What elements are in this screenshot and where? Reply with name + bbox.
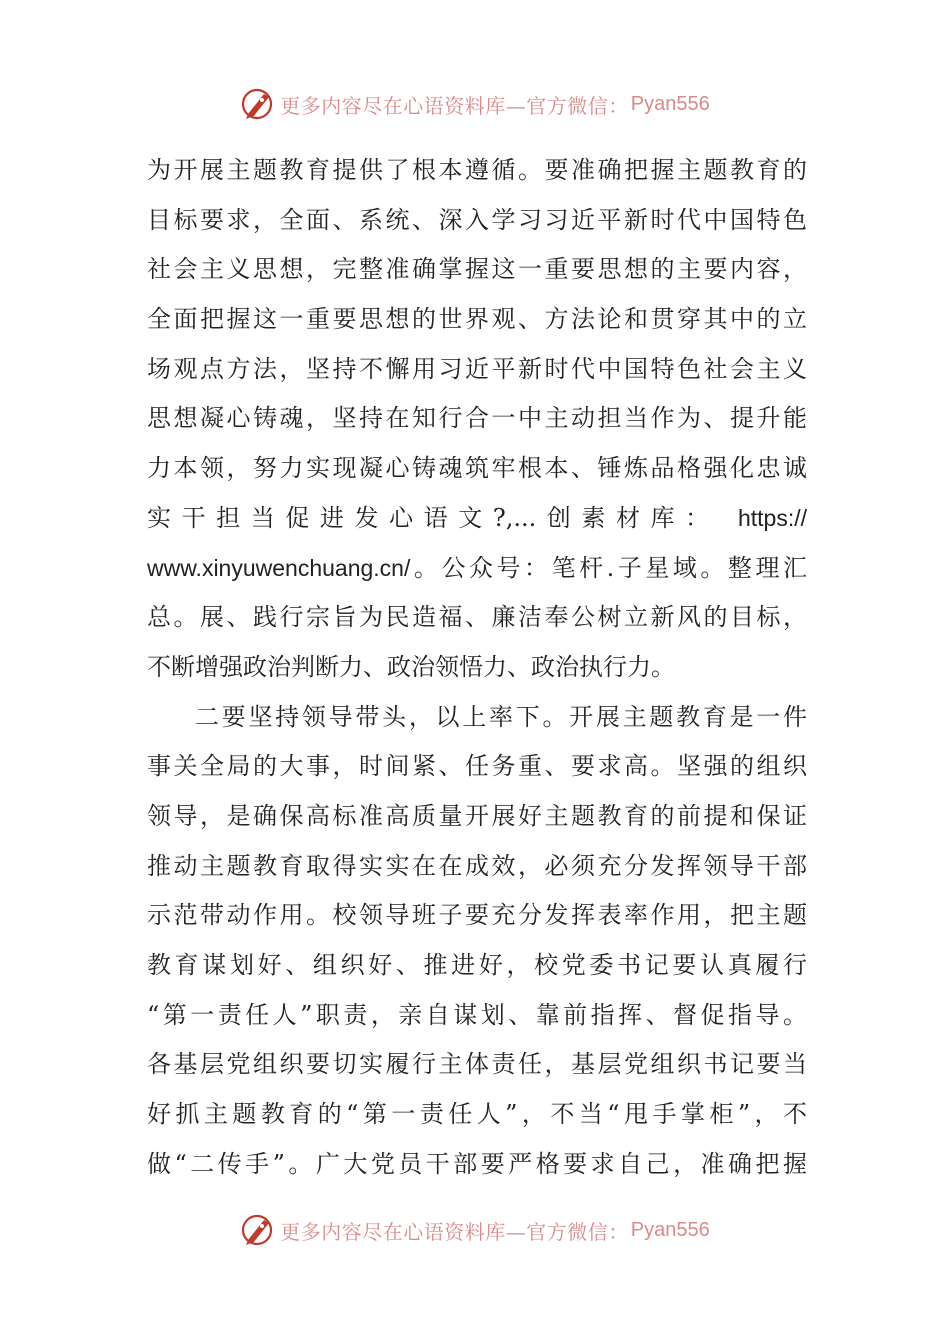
text-line: 力本领，努力实现凝心铸魂筑牢根本、锤炼品格强化忠诚 <box>147 454 807 483</box>
footer-wechat-id: Pyan556 <box>630 1218 710 1241</box>
text-line: 领导，是确保高标准高质量开展好主题教育的前提和保证 <box>147 801 807 830</box>
url-part-2: www.xinyuwenchuang.cn/ <box>147 554 411 581</box>
text-line: 教育谋划好、组织好、推进好，校党委书记要认真履行 <box>147 951 807 979</box>
text-line: 社会主义思想，完整准确掌握这一重要思想的主要内容， <box>147 255 807 284</box>
document-body <box>147 146 807 1189</box>
text-line: 各基层党组织要切实履行主体责任，基层党组织书记要当 <box>147 1050 807 1079</box>
footer-text: 更多内容尽在心语资料库—官方微信： <box>280 1219 629 1244</box>
text-line: 示范带动作用。校领导班子要充分发挥表率作用，把主题 <box>147 901 807 930</box>
pen-logo-icon <box>240 86 276 122</box>
header-banner <box>0 84 950 124</box>
text-line: 不断增强政治判断力、政治领悟力、政治执行力。 <box>147 652 675 681</box>
text-line: 目标要求，全面、系统、深入学习习近平新时代中国特色 <box>147 205 807 234</box>
text-line: 做“二传手”。广大党员干部要严格要求自己，准确把握 <box>147 1149 807 1178</box>
text-line: 总。展、践行宗旨为民造福、廉洁奉公树立新风的目标， <box>147 603 807 632</box>
paragraph-1 <box>147 146 807 693</box>
footer-banner <box>0 1210 950 1250</box>
header-text: 更多内容尽在心语资料库—官方微信： <box>280 93 629 118</box>
text-line: 推动主题教育取得实实在在成效，必须充分发挥领导干部 <box>147 851 807 880</box>
text-line: 好抓主题教育的“第一责任人”，不当“甩手掌柜”，不 <box>147 1100 807 1129</box>
text-line-with-url <box>147 544 807 594</box>
text-line-with-url <box>147 494 807 544</box>
text-line: 场观点方法，坚持不懈用习近平新时代中国特色社会主义 <box>147 354 807 383</box>
paragraph-2 <box>147 693 807 1190</box>
text-line: 思想凝心铸魂，坚持在知行合一中主动担当作为、提升能 <box>147 404 807 433</box>
url-part-1: https:// <box>737 504 807 531</box>
text-line: “第一责任人”职责，亲自谋划、靠前指挥、督促指导。 <box>147 1000 807 1029</box>
header-wechat-id: Pyan556 <box>630 92 710 115</box>
text-line: 事关全局的大事，时间紧、任务重、要求高。坚强的组织 <box>147 752 807 781</box>
line-text: 实干担当促进发心语文?,...创素材库： <box>147 503 720 532</box>
line-text: 。公众号：笔杆.子星域。整理汇 <box>410 553 807 582</box>
text-line: 二要坚持领导带头，以上率下。开展主题教育是一件 <box>195 702 807 731</box>
pen-logo-icon <box>240 1212 276 1248</box>
text-line: 为开展主题教育提供了根本遵循。要准确把握主题教育的 <box>147 156 807 184</box>
text-line: 全面把握这一重要思想的世界观、方法论和贯穿其中的立 <box>147 305 807 334</box>
